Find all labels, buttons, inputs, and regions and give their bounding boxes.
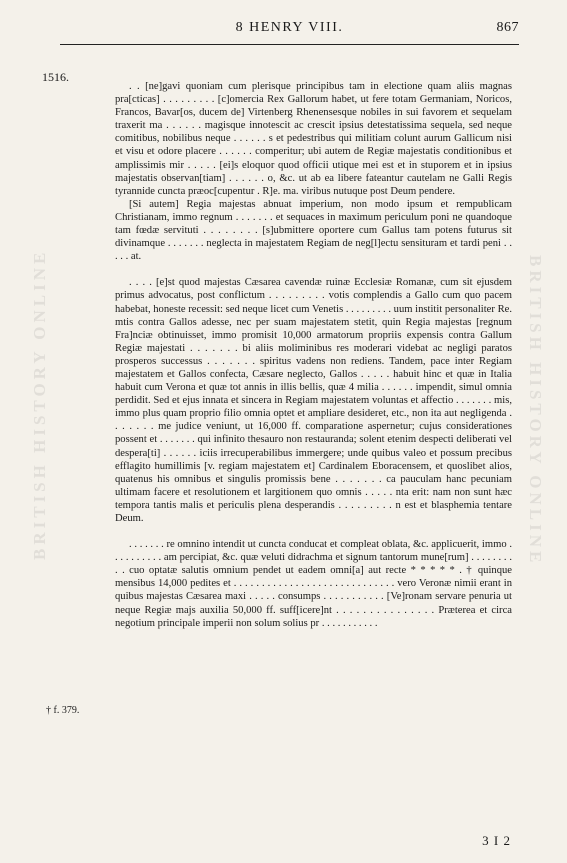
margin-year: 1516. (42, 70, 69, 84)
body-text (115, 80, 512, 630)
header-rule (60, 44, 519, 45)
paragraph-1: . . [ne]gavi quoniam cum plerisque principibus tam in electione quam aliis magnas pra[cticas] . . . . . . . . . [c]omercia Rex Gallorum habet, ut fere totam Germaniam, Noricos, Francos, Bavar[os, ducem de] Virtenberg Rhenensesque nobiles in sui favorem et sequelam traxerit ma . . . . . . magisque innotescit ac crescit ipsius detestatissima sequela, sed neque comitibus, nobilibus neque . . . . . . s et pedestribus qui militiam colunt aurum Gallicum nisi et visu et odore placere . . . . . . comperitur; ubi autem de Regiæ majestatis conditionibus et amplissimis mir . . . . . [ei]s eloquor quod officii utique mei est et in stuporem et in ipsius majestatis observan[tiam] . . . . . . o, &c. ut ab ea libere fateantur cautelam ne Galli Regis tyrannide cuncta præoc[cupentur . R]e. ma. viribus nutuque post Deum pendere. (115, 81, 512, 197)
signature-mark: 3 I 2 (482, 833, 511, 848)
watermark-left: BRITISH HISTORY ONLINE (30, 248, 49, 560)
running-title: 8 HENRY VIII. (235, 20, 344, 35)
page-number: 867 (496, 20, 519, 35)
paragraph-2: [Si autem] Regia majestas abnuat imperium, non modo ipsum et rempublicam Christianam, immo regnum . . . . . . . et sequaces in maximum periculum poni ne quandoque tam fœdæ servituti . . . . . . . . [s]ubmittere oportere cum Gallus tam potens futurus sit divinamque . . . . . . . neglecta in majestatem Regiam de neg[l]ectu sensituram et tardi peni . . . . . at. (115, 198, 512, 263)
page-header (60, 20, 519, 44)
watermark-right: BRITISH HISTORY ONLINE (526, 255, 545, 567)
folio-note: † f. 379. (46, 705, 80, 716)
paragraph-4: . . . . . . . re omnino intendit ut cuncta conducat et compleat oblata, &c. applicuerit, immo . . . . . . . . . . am percipiat, &c. quæ veluti didrachma et signum tantorum mune[rum] . . . . . . . . . . cuo optatæ salutis omnium pendet ut eadem omni[a] aut recte * * * * * . † quinque mensibus 14,000 pedites et . . . . . . . . . . . . . . . . . . . . . . . . . . . . . vero Veronæ nimii erant in quibus majestas Cæsarea maxi . . . . . consumps . . . . . . . . . . . [Ve]ronam servare penuria ut neque Regiæ majs auxilia 50,000 ff. suff[icere]nt . . . . . . . . . . . . . . . Præterea et circa negotium principale imperii non solum solius pr . . . . . . . . . . . (115, 539, 512, 629)
paragraph-3: . . . . [e]st quod majestas Cæsarea cavendæ ruinæ Ecclesiæ Romanæ, cum sit ejusdem primus advocatus, post conflictum . . . . . . . . . votis complendis a Gallo cum quo pacem habebat, honeste recessit: sed neque licet cum Venetis . . . . . . . . . uum institit personaliter Re. mtis contra Gallos adesse, nec per suam majestatem stetit, quin Regia majestas [regnum Fra]nciæ obtinuisset, immo promisit 10,000 armatorum propriis expensis contra Gallum Regiæ majestati . . . . . . . bi aliis moliminibus res moderari videbat ac negligi paratos prosperos successus . . . . . . . spiritus vadens non rediens. Tandem, pace inter Regiam majestatem et Gallos confecta, Cæsare neglecto, Gallos . . . . . habuit hinc et quæ in Italia habuit cum Verona et quæ tot annis in illis bellis, quæ 4 milia . . . . . . impendit, simul omnia perdidit. Sed et ejus innata et sincera in Regiam majestatem voluntas et affectio . . . . . . . mis, immo plus quam proprio filio omnia optet et ampliare desideret, etc., non ita aut negligenda . . . . . . . me judice veniunt, ut 16,000 ff. comparatione aspernetur; cujus considerationes possent et . . . . . . . qui infinito thesauro non restauranda; solent etenim despecti deliberati vel despera[ti] . . . . . . iciis irrecuperabilibus immergere; unde quibus valeo et possum precibus efflagito humillimis [v. regiam majestatem et] Cardinalem Eboracensem, et quoslibet alios, quatenus his omnibus et singulis promissis bene . . . . . . . ca pauculam hanc pecuniam ultimam facere et resolutionem et largitionem quo omnis . . . . . nta erit: nam non sunt hæc tempora tantis malis et periculis plena desperandis . . . . . . . . . n est et blasphemia tentare Deum. (115, 277, 512, 524)
